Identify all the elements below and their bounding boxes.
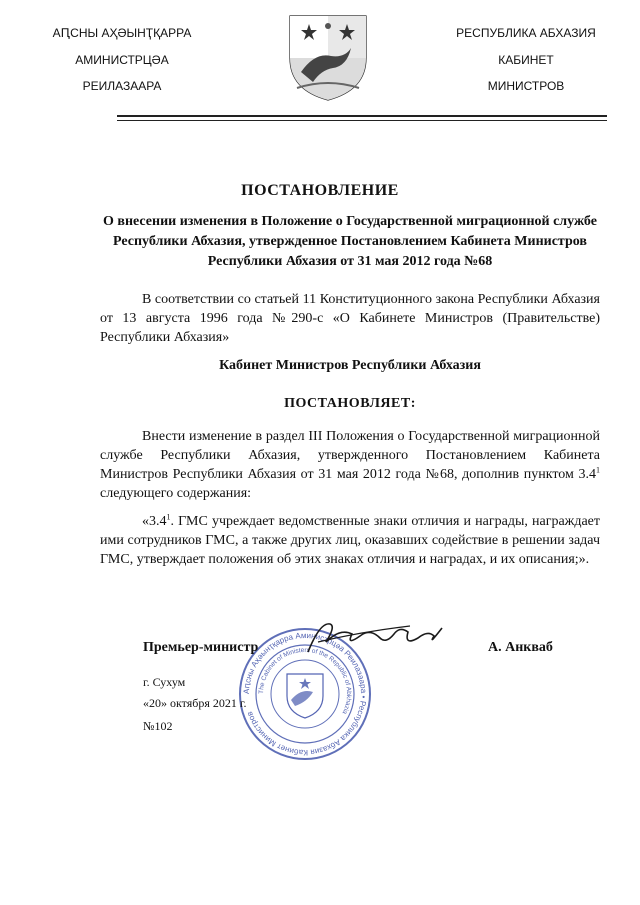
quote-text-after: . ГМС учреждает ведомственные знаки отличия и награды, награждает ими сотрудников ГМС, а также других лиц, оказавших содействие в решении задач ГМС, утверждает положения об этих знаках отличия и наградах, и их описания;». xyxy=(100,514,600,567)
document-date: «20» октября 2021 г. xyxy=(143,696,247,710)
seal-outer-text: Аԥсны Аҳәынҭқарра Аминистрцәа Реилазаара • Республика Абхазия Кабинет Министров xyxy=(241,630,369,758)
header-left-line-1: АԤСНЫ АҲӘЫНҬҚАРРА xyxy=(52,26,192,40)
signatory-role: Премьер-министр xyxy=(143,640,259,655)
clause-text-after: следующего содержания: xyxy=(100,486,252,501)
header-right-russian xyxy=(448,26,604,106)
issuer-heading: Кабинет Министров Республики Абхазия xyxy=(219,358,481,373)
header-left-line-3: РЕИЛАЗААРА xyxy=(82,79,162,93)
header-left-line-2: АМИНИСТРЦӘА xyxy=(75,52,169,67)
document-number: №102 xyxy=(143,719,173,733)
clause-text-before: Внести изменение в раздел III Положения о Государственной миграционной службе Республики Абхазия, утвержденного Постановлением Кабинета Министров Республики Абхазия от 31 мая 2012 года №68, дополнив пунктом 3.4 xyxy=(100,429,600,482)
seal-inner-text: The Cabinet of Ministers of the Republic of Abkhazia xyxy=(257,646,353,716)
quote-text-before: «3.4 xyxy=(142,514,167,529)
quoted-clause-paragraph xyxy=(100,512,600,569)
header-right-line-1: РЕСПУБЛИКА АБХАЗИЯ xyxy=(456,26,596,40)
header-divider-thick xyxy=(117,115,607,117)
abkhazia-coat-of-arms-icon xyxy=(287,12,369,102)
header-right-line-2: КАБИНЕТ xyxy=(498,52,554,67)
clause-superscript: 1 xyxy=(596,465,600,475)
header-right-line-3: МИНИСТРОВ xyxy=(487,79,565,93)
handwritten-signature xyxy=(300,612,450,660)
document-title: ПОСТАНОВЛЕНИЕ xyxy=(241,182,399,199)
header-divider-thin xyxy=(117,120,607,121)
document-place: г. Сухум xyxy=(143,675,186,689)
document-subject: О внесении изменения в Положение о Государственной миграционной службе Республики Абхазия, утвержденное Постановлением Кабинета Министров Республики Абхазия от 31 мая 2012 года №68 xyxy=(103,214,597,269)
signatory-name: А. Анкваб xyxy=(488,640,553,655)
header-left-abkhaz xyxy=(38,26,206,106)
preamble-paragraph: В соответствии со статьей 11 Конституционного закона Республики Абхазия от 13 августа 1996 года №290-с «О Кабинете Министров (Правительстве) Республики Абхазия» xyxy=(100,292,600,345)
quote-superscript: 1 xyxy=(166,512,171,522)
clause-paragraph xyxy=(100,427,600,503)
resolves-heading: ПОСТАНОВЛЯЕТ: xyxy=(284,396,416,411)
